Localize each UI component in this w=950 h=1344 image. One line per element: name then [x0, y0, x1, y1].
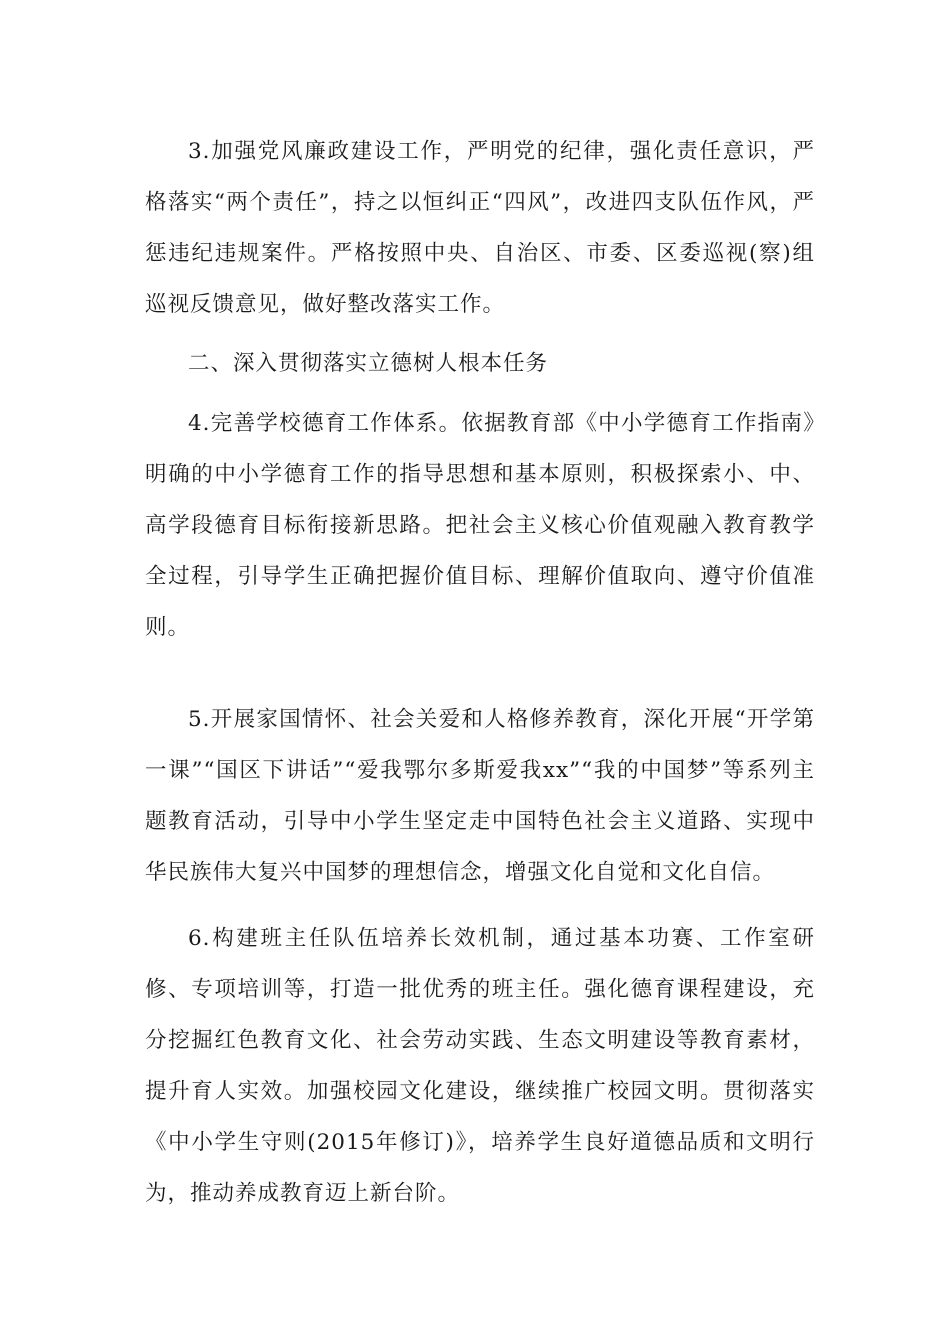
paragraph-item-3: 3.加强党风廉政建设工作，严明党的纪律，强化责任意识，严格落实“两个责任”，持之以恒纠正“四风”，改进四支队伍作风，严惩违纪违规案件。严格按照中央、自治区、市委、区委巡视(察)组巡视反馈意见，做好整改落实工作。: [145, 139, 815, 317]
paragraph-item-4: 4.完善学校德育工作体系。依据教育部《中小学德育工作指南》明确的中小学德育工作的指导思想和基本原则，积极探索小、中、高学段德育目标衔接新思路。把社会主义核心价值观融入教育教学全过程，引导学生正确把握价值目标、理解价值取向、遵守价值准则。: [145, 411, 815, 640]
section-heading-2: 二、深入贯彻落实立德树人根本任务: [188, 351, 549, 376]
paragraph-item-5: 5.开展家国情怀、社会关爱和人格修养教育，深化开展“开学第一课”“国区下讲话”“爱我鄂尔多斯爱我xx”“我的中国梦”等系列主题教育活动，引导中小学生坚定走中国特色社会主义道路、实现中华民族伟大复兴中国梦的理想信念，增强文化自觉和文化自信。: [145, 707, 815, 885]
paragraph-item-6: 6.构建班主任队伍培养长效机制，通过基本功赛、工作室研修、专项培训等，打造一批优秀的班主任。强化德育课程建设，充分挖掘红色教育文化、社会劳动实践、生态文明建设等教育素材，提升育人实效。加强校园文化建设，继续推广校园文明。贯彻落实《中小学生守则(2015年修订)》，培养学生良好道德品质和文明行为，推动养成教育迈上新台阶。: [145, 926, 815, 1206]
